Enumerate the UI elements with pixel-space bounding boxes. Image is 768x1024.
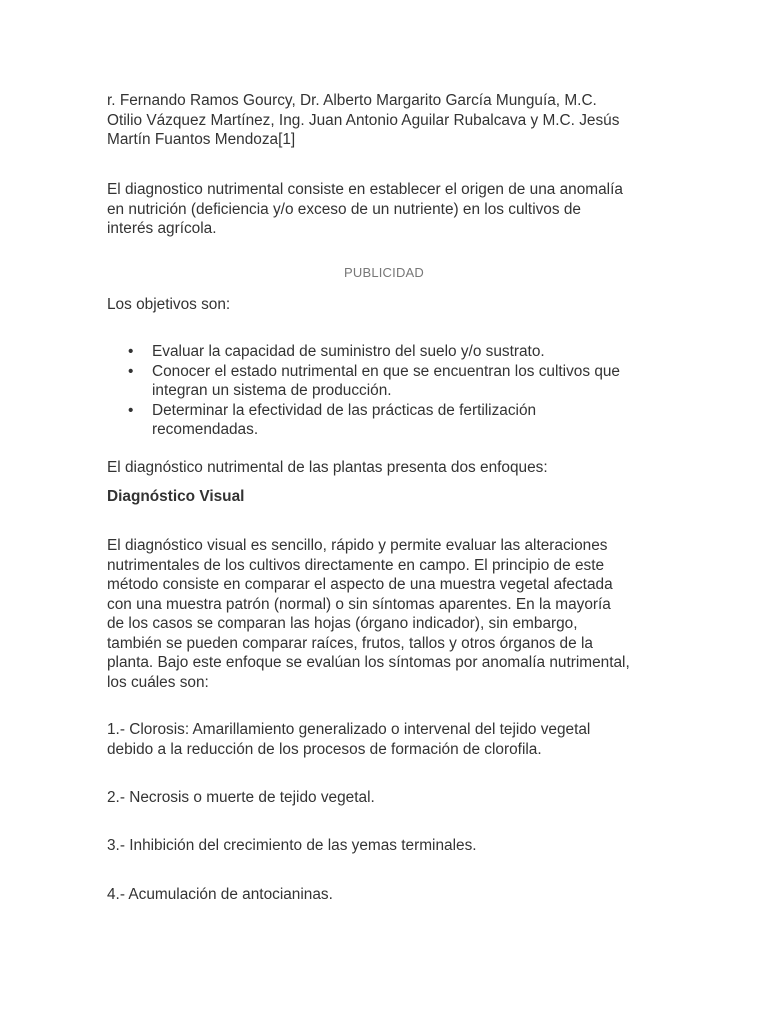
objectives-intro: Los objetivos son: [107, 296, 231, 313]
advertisement-label: PUBLICIDAD [343, 265, 425, 280]
list-item-text: Evaluar la capacidad de suministro del suelo y/o sustrato. [152, 343, 545, 360]
list-item [107, 342, 667, 362]
symptom-item: 3.- Inhibición del crecimiento de las yemas terminales. [107, 837, 477, 854]
list-item-text: Determinar la efectividad de las prácticas de fertilización recomendadas. [152, 401, 537, 438]
list-item-text: Conocer el estado nutrimental en que se encuentran los cultivos que integran un sistema de producción. [152, 362, 620, 399]
bullet-icon: • [128, 401, 134, 419]
list-item [107, 401, 667, 440]
symptom-item: 2.- Necrosis o muerte de tejido vegetal. [107, 789, 375, 806]
authors-paragraph: r. Fernando Ramos Gourcy, Dr. Alberto Margarito García Munguía, M.C. Otilio Vázquez Martínez, Ing. Juan Antonio Aguilar Rubalcava y M.C. Jesús Martín Fuantos Mendoza[1] [107, 92, 620, 148]
symptom-item: 1.- Clorosis: Amarillamiento generalizado o intervenal del tejido vegetal debido a la reducción de los procesos de formación de clorofila. [107, 721, 591, 758]
visual-body-paragraph: El diagnóstico visual es sencillo, rápido y permite evaluar las alteraciones nutrimentales de los cultivos directamente en campo. El principio de este método consiste en comparar el aspecto de una muestra vegetal afectada con una muestra patrón (normal) o sin síntomas aparentes. En la mayoría de los casos se comparan las hojas (órgano indicador), sin embargo, también se pueden comparar raíces, frutos, tallos y otros órganos de la planta. Bajo este enfoque se evalúan los síntomas por anomalía nutrimental, los cuáles son: [107, 537, 630, 691]
bullet-icon: • [128, 362, 134, 380]
list-item [107, 362, 667, 401]
bullet-icon: • [128, 343, 134, 360]
section-heading: Diagnóstico Visual [107, 488, 245, 505]
intro-paragraph: El diagnostico nutrimental consiste en establecer el origen de una anomalía en nutrición (deficiencia y/o exceso de un nutriente) en los cultivos de interés agrícola. [107, 181, 623, 237]
symptom-item: 4.- Acumulación de antocianinas. [107, 886, 333, 903]
objectives-list [107, 342, 667, 440]
approaches-paragraph: El diagnóstico nutrimental de las plantas presenta dos enfoques: [107, 459, 548, 476]
